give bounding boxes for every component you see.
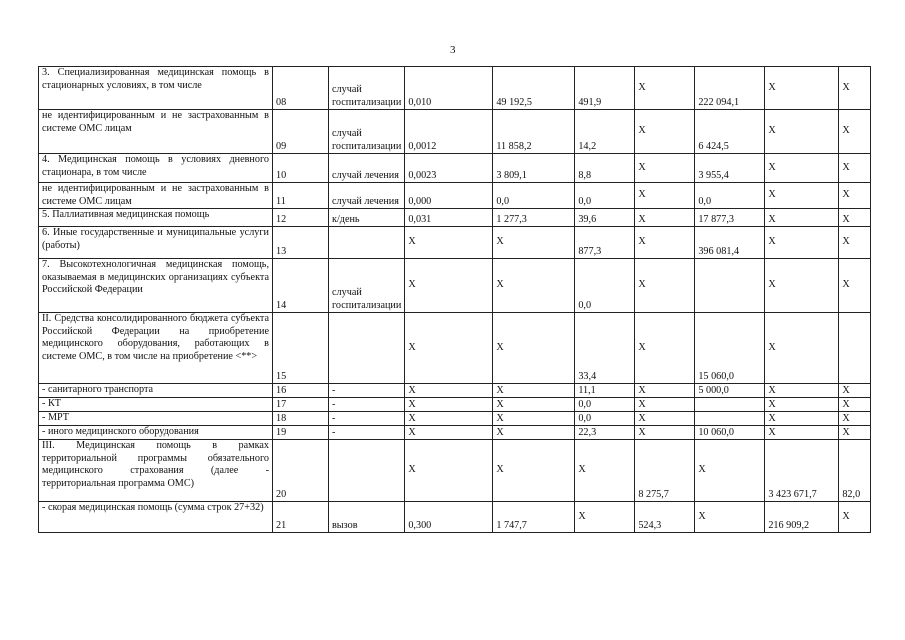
- row-name: II. Средства консолидированного бюджета субъекта Российской Федерации на приобретение медицинского оборудования, работающих в системе ОМС, в том числе на приобретение <**>: [39, 313, 273, 384]
- cell-total-budget: 5 000,0: [695, 384, 765, 398]
- cell-volume: X: [405, 384, 493, 398]
- funding-table: [38, 66, 871, 533]
- cell-per-capita-budget: X: [575, 502, 635, 533]
- cell-total-budget: 0,0: [695, 183, 765, 209]
- cell-total-budget: 17 877,3: [695, 209, 765, 227]
- page-number: 3: [450, 44, 456, 56]
- row-code: 08: [273, 67, 329, 110]
- cell-total-oms: X: [765, 426, 839, 440]
- cell-per-capita-oms: X: [635, 67, 695, 110]
- row-unit: случай госпитализации: [329, 67, 405, 110]
- row-name: 3. Специализированная медицинская помощь в стационарных условиях, в том числе: [39, 67, 273, 110]
- row-unit: -: [329, 398, 405, 412]
- cell-cost: 3 809,1: [493, 154, 575, 183]
- row-code: 12: [273, 209, 329, 227]
- row-code: 11: [273, 183, 329, 209]
- table-row: [39, 384, 871, 398]
- row-name: - иного медицинского оборудования: [39, 426, 273, 440]
- cell-percent: X: [839, 67, 871, 110]
- cell-per-capita-budget: 22,3: [575, 426, 635, 440]
- cell-per-capita-oms: X: [635, 313, 695, 384]
- cell-cost: X: [493, 426, 575, 440]
- row-code: 15: [273, 313, 329, 384]
- row-unit: случай лечения: [329, 183, 405, 209]
- cell-per-capita-oms: X: [635, 412, 695, 426]
- cell-total-oms: X: [765, 154, 839, 183]
- cell-percent: X: [839, 412, 871, 426]
- row-code: 09: [273, 110, 329, 154]
- cell-per-capita-budget: 11,1: [575, 384, 635, 398]
- row-name: III. Медицинская помощь в рамках территориальной программы обязательного медицинского страхования (далее - территориальная программа ОМС): [39, 440, 273, 502]
- cell-total-oms: X: [765, 183, 839, 209]
- row-unit: [329, 227, 405, 259]
- row-code: 20: [273, 440, 329, 502]
- cell-per-capita-oms: X: [635, 110, 695, 154]
- cell-volume: 0,300: [405, 502, 493, 533]
- cell-volume: 0,0023: [405, 154, 493, 183]
- row-unit: -: [329, 412, 405, 426]
- row-name: 4. Медицинская помощь в условиях дневного стационара, в том числе: [39, 154, 273, 183]
- cell-total-oms: X: [765, 313, 839, 384]
- cell-total-budget: 15 060,0: [695, 313, 765, 384]
- cell-percent: 82,0: [839, 440, 871, 502]
- cell-percent: X: [839, 384, 871, 398]
- row-name: - КТ: [39, 398, 273, 412]
- table-row: [39, 412, 871, 426]
- cell-percent: X: [839, 110, 871, 154]
- cell-per-capita-oms: 524,3: [635, 502, 695, 533]
- cell-per-capita-budget: 877,3: [575, 227, 635, 259]
- cell-per-capita-oms: X: [635, 426, 695, 440]
- row-code: 19: [273, 426, 329, 440]
- cell-per-capita-budget: 0,0: [575, 183, 635, 209]
- cell-per-capita-budget: 14,2: [575, 110, 635, 154]
- cell-per-capita-budget: 39,6: [575, 209, 635, 227]
- cell-total-budget: [695, 412, 765, 426]
- table-row: [39, 110, 871, 154]
- cell-volume: X: [405, 313, 493, 384]
- table-row: [39, 227, 871, 259]
- cell-per-capita-oms: X: [635, 154, 695, 183]
- cell-volume: X: [405, 398, 493, 412]
- cell-total-oms: X: [765, 227, 839, 259]
- cell-cost: X: [493, 412, 575, 426]
- table-row: [39, 440, 871, 502]
- cell-cost: 49 192,5: [493, 67, 575, 110]
- cell-percent: X: [839, 426, 871, 440]
- table-row: [39, 502, 871, 533]
- row-code: 16: [273, 384, 329, 398]
- table-row: [39, 67, 871, 110]
- cell-cost: X: [493, 259, 575, 313]
- table-row: [39, 183, 871, 209]
- table-row: [39, 154, 871, 183]
- row-unit: [329, 313, 405, 384]
- cell-total-budget: [695, 398, 765, 412]
- row-name: 7. Высокотехнологичная медицинская помощь, оказываемая в медицинских организациях субъекта Российской Федерации: [39, 259, 273, 313]
- row-name: не идентифицированным и не застрахованным в системе ОМС лицам: [39, 183, 273, 209]
- cell-per-capita-budget: 8,8: [575, 154, 635, 183]
- row-unit: случай лечения: [329, 154, 405, 183]
- cell-percent: X: [839, 183, 871, 209]
- cell-per-capita-oms: X: [635, 398, 695, 412]
- row-name: 6. Иные государственные и муниципальные услуги (работы): [39, 227, 273, 259]
- cell-volume: X: [405, 259, 493, 313]
- cell-volume: X: [405, 227, 493, 259]
- cell-total-budget: 6 424,5: [695, 110, 765, 154]
- cell-total-oms: X: [765, 412, 839, 426]
- cell-total-oms: 3 423 671,7: [765, 440, 839, 502]
- cell-cost: X: [493, 398, 575, 412]
- cell-total-budget: [695, 259, 765, 313]
- cell-per-capita-budget: 0,0: [575, 259, 635, 313]
- cell-total-budget: 396 081,4: [695, 227, 765, 259]
- cell-cost: 1 747,7: [493, 502, 575, 533]
- cell-volume: 0,010: [405, 67, 493, 110]
- row-name: не идентифицированным и не застрахованным в системе ОМС лицам: [39, 110, 273, 154]
- cell-total-budget: 222 094,1: [695, 67, 765, 110]
- cell-volume: 0,0012: [405, 110, 493, 154]
- cell-percent: X: [839, 259, 871, 313]
- cell-volume: 0,031: [405, 209, 493, 227]
- row-unit: случай госпитализации: [329, 110, 405, 154]
- row-unit: [329, 440, 405, 502]
- cell-volume: X: [405, 412, 493, 426]
- table-row: [39, 426, 871, 440]
- cell-per-capita-oms: X: [635, 259, 695, 313]
- row-unit: -: [329, 384, 405, 398]
- cell-total-budget: X: [695, 502, 765, 533]
- cell-total-oms: X: [765, 67, 839, 110]
- cell-total-oms: 216 909,2: [765, 502, 839, 533]
- cell-total-budget: 10 060,0: [695, 426, 765, 440]
- row-name: - санитарного транспорта: [39, 384, 273, 398]
- row-code: 10: [273, 154, 329, 183]
- cell-per-capita-budget: 491,9: [575, 67, 635, 110]
- cell-cost: X: [493, 384, 575, 398]
- table-row: [39, 398, 871, 412]
- cell-cost: 11 858,2: [493, 110, 575, 154]
- cell-per-capita-oms: 8 275,7: [635, 440, 695, 502]
- cell-total-oms: X: [765, 110, 839, 154]
- cell-cost: X: [493, 440, 575, 502]
- cell-cost: 1 277,3: [493, 209, 575, 227]
- row-code: 21: [273, 502, 329, 533]
- table-row: [39, 259, 871, 313]
- cell-per-capita-budget: X: [575, 440, 635, 502]
- cell-cost: X: [493, 227, 575, 259]
- row-code: 13: [273, 227, 329, 259]
- cell-per-capita-oms: X: [635, 227, 695, 259]
- cell-percent: [839, 313, 871, 384]
- cell-total-oms: X: [765, 259, 839, 313]
- cell-total-budget: 3 955,4: [695, 154, 765, 183]
- cell-total-oms: X: [765, 209, 839, 227]
- cell-total-oms: X: [765, 398, 839, 412]
- row-code: 18: [273, 412, 329, 426]
- row-unit: вызов: [329, 502, 405, 533]
- cell-percent: X: [839, 398, 871, 412]
- cell-per-capita-budget: 33,4: [575, 313, 635, 384]
- table-row: [39, 313, 871, 384]
- cell-per-capita-budget: 0,0: [575, 398, 635, 412]
- cell-total-budget: X: [695, 440, 765, 502]
- cell-percent: X: [839, 209, 871, 227]
- cell-volume: X: [405, 426, 493, 440]
- row-code: 17: [273, 398, 329, 412]
- cell-per-capita-oms: X: [635, 384, 695, 398]
- cell-percent: X: [839, 154, 871, 183]
- row-name: - скорая медицинская помощь (сумма строк 27+32): [39, 502, 273, 533]
- cell-total-oms: X: [765, 384, 839, 398]
- row-name: 5. Паллиативная медицинская помощь: [39, 209, 273, 227]
- cell-volume: X: [405, 440, 493, 502]
- row-unit: случай госпитализации: [329, 259, 405, 313]
- cell-volume: 0,000: [405, 183, 493, 209]
- row-code: 14: [273, 259, 329, 313]
- table-row: [39, 209, 871, 227]
- cell-percent: X: [839, 227, 871, 259]
- cell-cost: X: [493, 313, 575, 384]
- row-unit: -: [329, 426, 405, 440]
- cell-per-capita-budget: 0,0: [575, 412, 635, 426]
- cell-per-capita-oms: X: [635, 183, 695, 209]
- cell-per-capita-oms: X: [635, 209, 695, 227]
- row-name: - МРТ: [39, 412, 273, 426]
- cell-cost: 0,0: [493, 183, 575, 209]
- row-unit: к/день: [329, 209, 405, 227]
- cell-percent: X: [839, 502, 871, 533]
